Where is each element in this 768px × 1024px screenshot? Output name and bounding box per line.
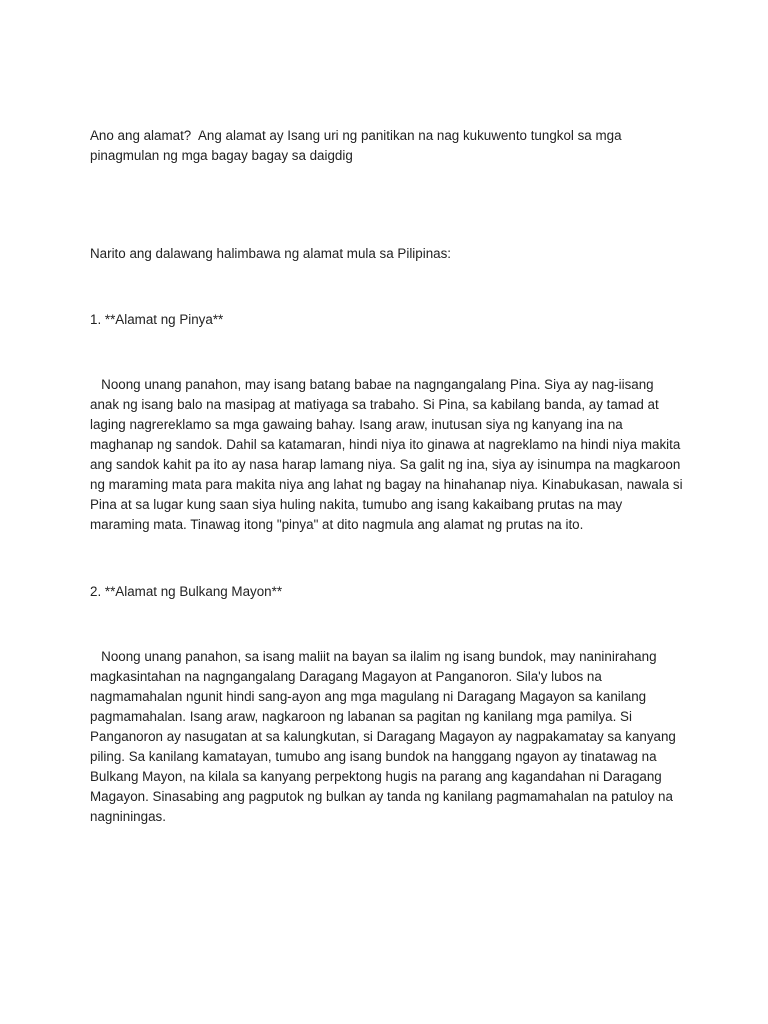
legend-body-pinya: Noong unang panahon, may isang batang babae na nagngangalang Pina. Siya ay nag-iisang anak ng isang balo na masipag at matiyaga sa trabaho. Si Pina, sa kabilang banda, ay tamad at laging nagrereklamo sa mga gawaing bahay. Isang araw, inutusan siya ng kanyang ina na maghanap ng sandok. Dahil sa katamaran, hindi niya ito ginawa at nagreklamo na hindi niya makita ang sandok kahit pa ito ay nasa harap lamang niya. Sa galit ng ina, siya ay isinumpa na magkaroon ng maraming mata para makita niya ang lahat ng bagay na hinahanap niya. Kinabukasan, nawala si Pina at sa lugar kung saan siya huling nakita, tumubo ang isang kakaibang prutas na may maraming mata. Tinawag itong "pinya" at dito nagmula ang alamat ng prutas na ito.: [90, 377, 687, 532]
legend-heading-mayon: 2. **Alamat ng Bulkang Mayon**: [90, 584, 283, 599]
lead-paragraph: Narito ang dalawang halimbawa ng alamat mula sa Pilipinas:: [90, 246, 452, 261]
intro-paragraph: Ano ang alamat? Ang alamat ay Isang uri ng panitikan na nag kukuwento tungkol sa mga pinagmulan ng mga bagay bagay sa daigdig: [90, 128, 626, 163]
legend-body-mayon: Noong unang panahon, sa isang maliit na bayan sa ilalim ng isang bundok, may naninirahang magkasintahan na nagngangalang Daragang Magayon at Panganoron. Sila'y lubos na nagmamahalan ngunit hindi sang-ayon ang mga magulang ni Daragang Magayon sa kanilang pagmamahalan. Isang araw, nagkaroon ng labanan sa pagitan ng kanilang mga pamilya. Si Panganoron ay nasugatan at sa kalungkutan, si Daragang Magayon ay nagpakamatay sa kanyang piling. Sa kanilang kamatayan, tumubo ang isang bundok na hanggang ngayon ay tinatawag na Bulkang Mayon, na kilala sa kanyang perpektong hugis na parang ang kagandahan ni Daragang Magayon. Sinasabing ang pagputok ng bulkan ay tanda ng kanilang pagmamahalan na patuloy na nagniningas.: [90, 649, 680, 824]
legend-heading-pinya: 1. **Alamat ng Pinya**: [90, 312, 224, 327]
